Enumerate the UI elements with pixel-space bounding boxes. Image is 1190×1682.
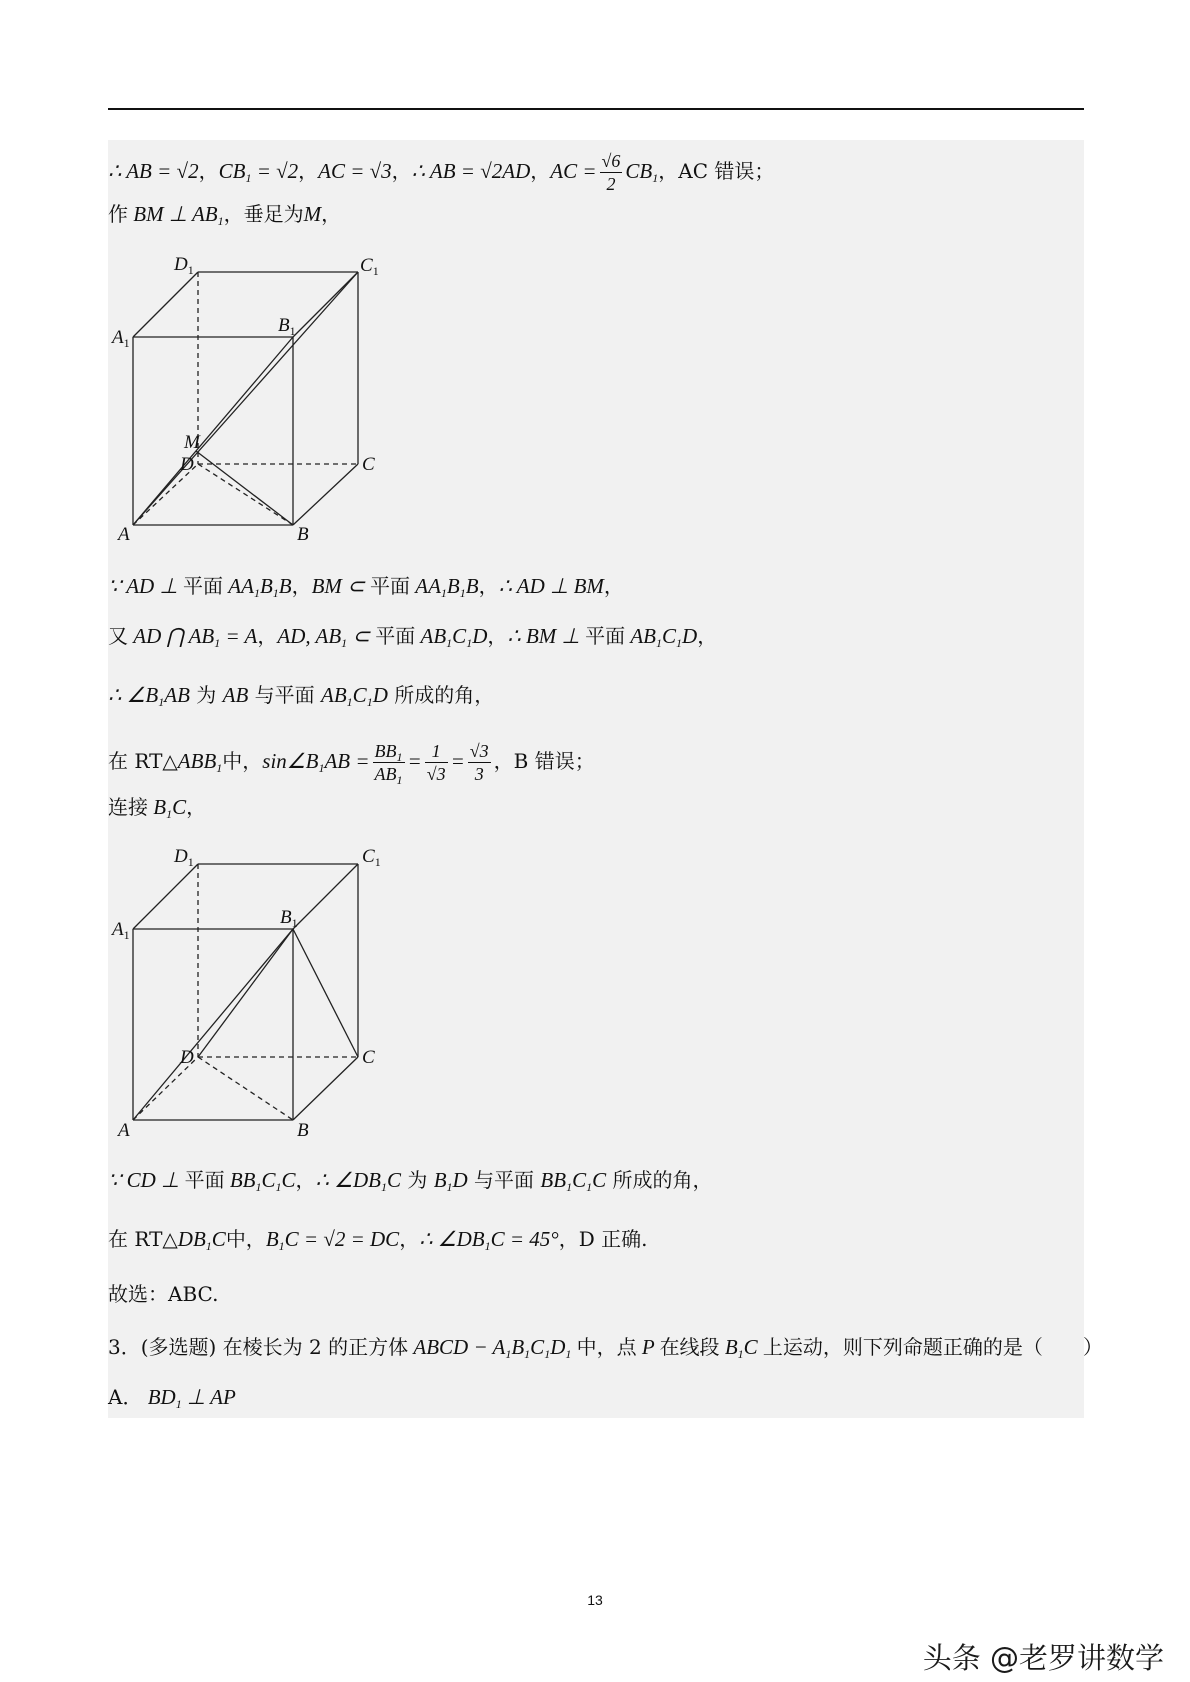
edge-bc — [293, 464, 358, 525]
label-b1: $B_1$ — [278, 315, 296, 338]
label-b: B — [297, 1120, 309, 1140]
edge-db — [198, 464, 293, 525]
label-b: B — [297, 524, 309, 545]
edge-a1d1 — [133, 272, 198, 337]
segment-ab1 — [133, 929, 293, 1120]
solution-line-2: 作 BM ⊥ $AB_1$，垂足为M， — [108, 202, 342, 228]
header-rule — [108, 108, 1084, 110]
edge-b1c1 — [293, 864, 358, 929]
page-number: 13 — [587, 1592, 603, 1608]
solution-line-10: 故选：ABC. — [108, 1282, 219, 1306]
cube-diagram-2 — [108, 840, 408, 1140]
label-a1: $A_1$ — [112, 327, 130, 350]
label-b1: $B_1$ — [280, 907, 298, 930]
solution-line-7: 连接 $B_1C$， — [108, 795, 207, 821]
solution-line-8: ∵ CD ⊥ 平面 $BB_1C_1C$，∴ $\angle DB_1C$ 为 $B_1D$ 与平面 $BB_1C_1C$ 所成的角， — [108, 1168, 713, 1194]
question-3: 3．(多选题) 在棱长为 2 的正方体 ABCD − $A_1B_1C_1D_1$ 中，点 P 在线段 $B_1C$ 上运动，则下列命题正确的是（ ） — [108, 1335, 1103, 1361]
edge-db — [198, 1057, 293, 1120]
label-d: D — [180, 1047, 194, 1068]
edge-b1c1 — [293, 272, 358, 337]
solution-line-5: ∴ $\angle B_1AB$ 为 AB 与平面 $AB_1C_1D$ 所成的角， — [108, 683, 495, 709]
solution-line-9: 在 $RT\triangle DB_1C$中，$B_1C = √2$ = DC，∴ $\angle DB_1C = 45^\circ$，D 正确. — [108, 1227, 648, 1253]
segment-ac1 — [133, 272, 358, 525]
solution-line-1: ∴ AB = √2，$CB_1 = √2$，AC = √3，∴ AB = √2AD，AC = $\frac{√6}{2}$ $CB_1$，AC 错误； — [108, 151, 775, 194]
watermark: 头条 @老罗讲数学 — [922, 1641, 1164, 1675]
label-d1: $D_1$ — [174, 846, 194, 869]
segment-ab1 — [133, 337, 293, 525]
label-a: A — [118, 524, 130, 545]
segment-db1 — [198, 929, 293, 1057]
label-a: A — [118, 1120, 130, 1140]
edge-a1d1 — [133, 864, 198, 929]
label-c1: $C_1$ — [362, 846, 381, 869]
label-c: C — [362, 1047, 375, 1068]
cube-diagram-1 — [108, 250, 408, 550]
label-a1: $A_1$ — [112, 919, 130, 942]
edge-bc — [293, 1057, 358, 1120]
label-d: D — [180, 454, 194, 475]
solution-line-6: 在 $RT\triangle ABB_1$中，$\sin\angle B_1AB$ = $\frac{BB_1}{AB_1}$ = $\frac{1}{√3}$ = $\frac{√3}{3}$ ，B 错误； — [108, 741, 595, 787]
option-a: A． $BD_1$ ⊥ AP — [108, 1385, 236, 1411]
segment-b1c — [293, 929, 358, 1057]
solution-line-4: 又 AD ⋂ $AB_1 = A$，AD, $AB_1$ ⊂ 平面 $AB_1C_1D$，∴ BM ⊥ 平面 $AB_1C_1D$， — [108, 624, 718, 650]
label-c1: $C_1$ — [360, 255, 379, 278]
solution-line-3: ∵ AD ⊥ 平面 $AA_1B_1B$，BM ⊂ 平面 $AA_1B_1B$，∴ AD ⊥ BM， — [108, 574, 624, 600]
label-m: M — [184, 432, 200, 453]
label-d1: $D_1$ — [174, 254, 194, 277]
label-c: C — [362, 454, 375, 475]
segment-bm — [196, 451, 293, 525]
